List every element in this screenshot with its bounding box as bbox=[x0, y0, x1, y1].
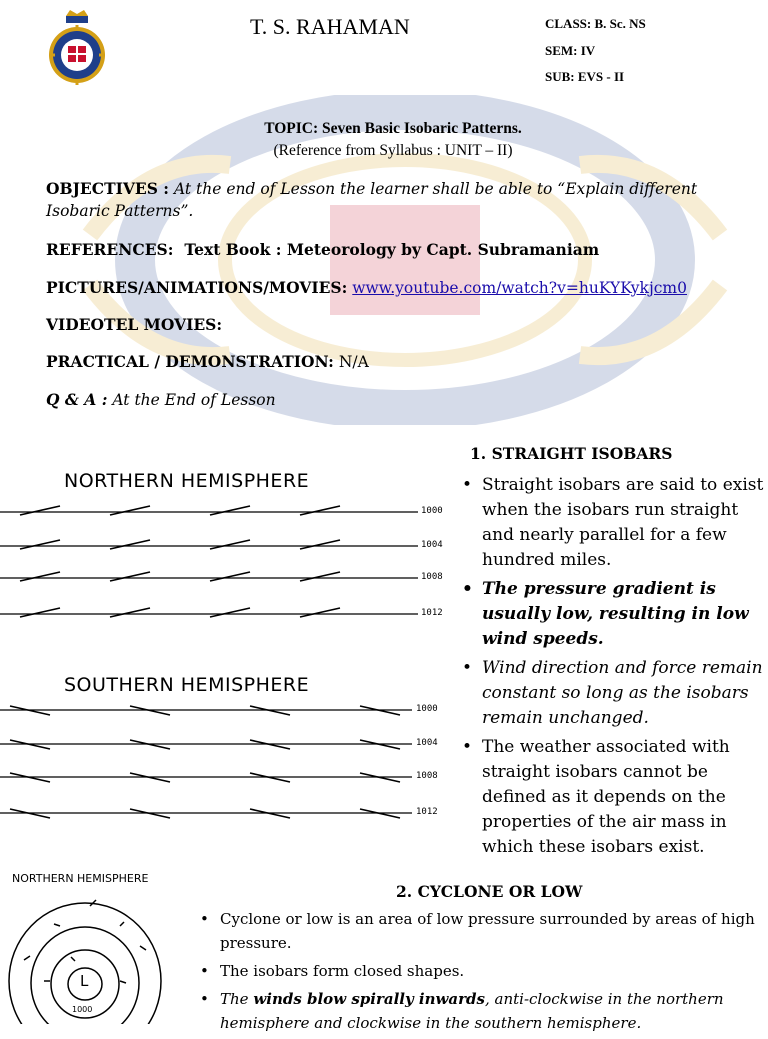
practical-label: PRACTICAL / DEMONSTRATION: bbox=[46, 352, 334, 371]
topic-title: TOPIC: Seven Basic Isobaric Patterns. bbox=[264, 120, 522, 137]
qa-line bbox=[46, 390, 276, 409]
south-isobar-label: 1008 bbox=[416, 771, 438, 781]
video-link[interactable]: www.youtube.com/watch?v=huKYKykjcm0 bbox=[352, 279, 687, 297]
institute-name: T. S. RAHAMAN bbox=[250, 14, 410, 39]
list-item: • Wind direction and force remain constant so long as the isobars remain unchanged. bbox=[460, 656, 765, 731]
inner-isobar-label: 1000 bbox=[72, 1005, 93, 1014]
objectives-text: At the end of Lesson the learner shall be able to “Explain different bbox=[173, 180, 698, 198]
videotel-label: VIDEOTEL MOVIES: bbox=[46, 315, 223, 334]
practical-value: N/A bbox=[338, 353, 369, 371]
south-hemisphere-title: SOUTHERN HEMISPHERE bbox=[64, 674, 310, 696]
south-isobar-label: 1004 bbox=[416, 738, 438, 748]
list-item bbox=[198, 987, 758, 1035]
class-label: CLASS: B. Sc. NS bbox=[545, 16, 646, 31]
isobar-lines bbox=[0, 460, 455, 840]
winds-text-c: , anti-clockwise in the northern hemisphere and clockwise in the southern hemisphere. bbox=[220, 990, 724, 1032]
practical-line bbox=[46, 352, 369, 371]
qa-label: Q & A : bbox=[46, 390, 108, 409]
list-item: • The isobars form closed shapes. bbox=[198, 959, 758, 983]
south-isobar-label: 1012 bbox=[416, 807, 438, 817]
north-hemisphere-title: NORTHERN HEMISPHERE bbox=[64, 470, 310, 492]
list-item: • Straight isobars are said to exist when the isobars run straight and nearly parallel for a few hundred miles. bbox=[460, 473, 765, 573]
low-center-label: L bbox=[80, 972, 89, 990]
qa-text: At the End of Lesson bbox=[112, 391, 276, 409]
north-isobar-label: 1004 bbox=[421, 540, 443, 550]
references-label: REFERENCES: bbox=[46, 240, 174, 259]
north-isobar-label: 1000 bbox=[421, 506, 443, 516]
videotel-line bbox=[46, 315, 222, 334]
winds-text-bold: winds blow spirally inwards bbox=[253, 990, 485, 1008]
objectives-line bbox=[46, 179, 697, 198]
section-2-bullets bbox=[198, 907, 758, 1039]
list-item: • The pressure gradient is usually low, resulting in low wind speeds. bbox=[460, 577, 765, 652]
topic-reference: (Reference from Syllabus : UNIT – II) bbox=[273, 142, 513, 159]
pictures-line bbox=[46, 278, 687, 297]
winds-text-a: The bbox=[220, 990, 249, 1008]
section-1-title: 1. STRAIGHT ISOBARS bbox=[470, 444, 673, 463]
semester-label: SEM: IV bbox=[545, 43, 596, 58]
references-line bbox=[46, 240, 599, 259]
straight-isobars-figure bbox=[0, 460, 455, 840]
north-isobar-label: 1012 bbox=[421, 608, 443, 618]
section-1-bullets bbox=[460, 473, 765, 864]
objectives-label: OBJECTIVES : bbox=[46, 179, 170, 198]
cyclone-figure-title: NORTHERN HEMISPHERE bbox=[12, 872, 149, 885]
south-isobar-label: 1000 bbox=[416, 704, 438, 714]
pictures-label: PICTURES/ANIMATIONS/MOVIES: bbox=[46, 278, 348, 297]
objectives-text-cont: Isobaric Patterns”. bbox=[46, 202, 194, 220]
subject-label: SUB: EVS - II bbox=[545, 69, 625, 84]
list-item: • The weather associated with straight isobars cannot be defined as it depends on the properties of the air mass in which these isobars exist. bbox=[460, 735, 765, 860]
north-isobar-label: 1008 bbox=[421, 572, 443, 582]
school-crest-icon bbox=[46, 10, 108, 86]
references-text: Text Book : Meteorology by Capt. Subramaniam bbox=[184, 240, 600, 259]
cyclone-figure bbox=[0, 886, 190, 1024]
list-item: • Cyclone or low is an area of low pressure surrounded by areas of high pressure. bbox=[198, 907, 758, 955]
section-2-title: 2. CYCLONE OR LOW bbox=[396, 882, 583, 901]
